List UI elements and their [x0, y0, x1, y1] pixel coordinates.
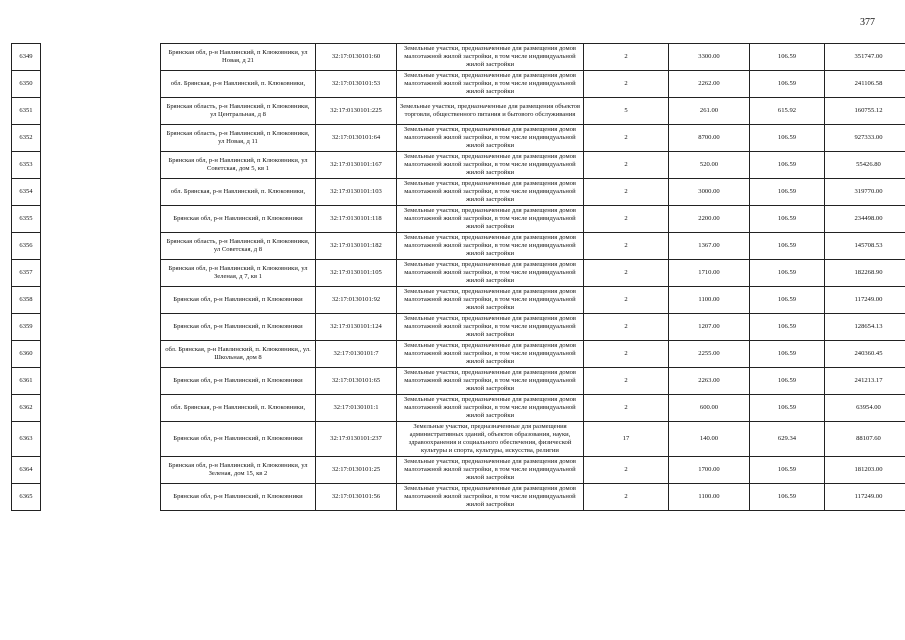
- use-group-code-cell: 2: [584, 457, 669, 484]
- empty-cell: [41, 260, 161, 287]
- land-cadastral-value-table: [11, 43, 905, 511]
- cadastral-number-cell: 32:17:0130101:118: [316, 206, 397, 233]
- cadastral-value-cell: 145708.53: [825, 233, 905, 260]
- area-cell: 1207.00: [669, 314, 750, 341]
- table-row: [12, 98, 905, 125]
- row-number-cell: 6350: [12, 71, 41, 98]
- cadastral-value-cell: 234498.00: [825, 206, 905, 233]
- empty-cell: [41, 368, 161, 395]
- area-cell: 1710.00: [669, 260, 750, 287]
- empty-cell: [41, 233, 161, 260]
- address-cell: Брянская обл, р-н Навлинский, п Клюковники: [161, 422, 316, 457]
- address-cell: Брянская обл, р-н Навлинский, п Клюковники, ул Советская, дом 5, кв 1: [161, 152, 316, 179]
- use-group-code-cell: 17: [584, 422, 669, 457]
- cadastral-number-cell: 32:17:0130101:92: [316, 287, 397, 314]
- row-number-cell: 6355: [12, 206, 41, 233]
- table-row: [12, 368, 905, 395]
- empty-cell: [41, 422, 161, 457]
- table-row: [12, 341, 905, 368]
- empty-cell: [41, 125, 161, 152]
- use-group-code-cell: 2: [584, 71, 669, 98]
- permitted-use-cell: Земельные участки, предназначенные для размещения домов малоэтажной жилой застройки, в том числе индивидуальной жилой застройки: [397, 314, 584, 341]
- area-cell: 261.00: [669, 98, 750, 125]
- use-group-code-cell: 2: [584, 314, 669, 341]
- table-row: [12, 457, 905, 484]
- permitted-use-cell: Земельные участки, предназначенные для размещения домов малоэтажной жилой застройки, в том числе индивидуальной жилой застройки: [397, 152, 584, 179]
- address-cell: Брянская область, р-н Навлинский, п Клюковники, ул Советская, д 8: [161, 233, 316, 260]
- area-cell: 2262.00: [669, 71, 750, 98]
- permitted-use-cell: Земельные участки, предназначенные для размещения домов малоэтажной жилой застройки, в том числе индивидуальной жилой застройки: [397, 206, 584, 233]
- row-number-cell: 6364: [12, 457, 41, 484]
- specific-value-cell: 615.92: [750, 98, 825, 125]
- use-group-code-cell: 5: [584, 98, 669, 125]
- address-cell: Брянская обл, р-н Навлинский, п Клюковники: [161, 484, 316, 511]
- use-group-code-cell: 2: [584, 152, 669, 179]
- specific-value-cell: 106.59: [750, 341, 825, 368]
- use-group-code-cell: 2: [584, 341, 669, 368]
- permitted-use-cell: Земельные участки, предназначенные для размещения домов малоэтажной жилой застройки, в том числе индивидуальной жилой застройки: [397, 395, 584, 422]
- permitted-use-cell: Земельные участки, предназначенные для размещения домов малоэтажной жилой застройки, в том числе индивидуальной жилой застройки: [397, 287, 584, 314]
- area-cell: 8700.00: [669, 125, 750, 152]
- address-cell: Брянская обл, р-н Навлинский, п Клюковники: [161, 314, 316, 341]
- area-cell: 1100.00: [669, 484, 750, 511]
- address-cell: обл. Брянская, р-н Навлинский, п. Клюковники,: [161, 179, 316, 206]
- permitted-use-cell: Земельные участки, предназначенные для размещения домов малоэтажной жилой застройки, в том числе индивидуальной жилой застройки: [397, 71, 584, 98]
- empty-cell: [41, 152, 161, 179]
- use-group-code-cell: 2: [584, 233, 669, 260]
- cadastral-number-cell: 32:17:0130101:225: [316, 98, 397, 125]
- row-number-cell: 6352: [12, 125, 41, 152]
- empty-cell: [41, 71, 161, 98]
- table-row: [12, 287, 905, 314]
- row-number-cell: 6356: [12, 233, 41, 260]
- cadastral-value-cell: 351747.00: [825, 44, 905, 71]
- specific-value-cell: 106.59: [750, 233, 825, 260]
- specific-value-cell: 106.59: [750, 179, 825, 206]
- cadastral-value-cell: 117249.00: [825, 287, 905, 314]
- row-number-cell: 6365: [12, 484, 41, 511]
- row-number-cell: 6353: [12, 152, 41, 179]
- table-row: [12, 395, 905, 422]
- area-cell: 1367.00: [669, 233, 750, 260]
- table-row: [12, 71, 905, 98]
- cadastral-number-cell: 32:17:0130101:60: [316, 44, 397, 71]
- permitted-use-cell: Земельные участки, предназначенные для размещения домов малоэтажной жилой застройки, в том числе индивидуальной жилой застройки: [397, 368, 584, 395]
- address-cell: обл. Брянская, р-н Навлинский, п. Клюковники,: [161, 71, 316, 98]
- address-cell: Брянская обл, р-н Навлинский, п Клюковники: [161, 368, 316, 395]
- cadastral-number-cell: 32:17:0130101:7: [316, 341, 397, 368]
- cadastral-value-cell: 117249.00: [825, 484, 905, 511]
- empty-cell: [41, 484, 161, 511]
- permitted-use-cell: Земельные участки, предназначенные для размещения административных зданий, объектов образования, науки, здравоохранения и социального обеспечения, физической культуры и спорта, культуры, искусства, религии: [397, 422, 584, 457]
- cadastral-value-cell: 319770.00: [825, 179, 905, 206]
- use-group-code-cell: 2: [584, 206, 669, 233]
- area-cell: 2263.00: [669, 368, 750, 395]
- cadastral-number-cell: 32:17:0130101:56: [316, 484, 397, 511]
- cadastral-value-cell: 55426.80: [825, 152, 905, 179]
- permitted-use-cell: Земельные участки, предназначенные для размещения домов малоэтажной жилой застройки, в том числе индивидуальной жилой застройки: [397, 341, 584, 368]
- use-group-code-cell: 2: [584, 484, 669, 511]
- cadastral-number-cell: 32:17:0130101:105: [316, 260, 397, 287]
- area-cell: 3300.00: [669, 44, 750, 71]
- row-number-cell: 6349: [12, 44, 41, 71]
- row-number-cell: 6354: [12, 179, 41, 206]
- row-number-cell: 6351: [12, 98, 41, 125]
- permitted-use-cell: Земельные участки, предназначенные для размещения домов малоэтажной жилой застройки, в том числе индивидуальной жилой застройки: [397, 260, 584, 287]
- cadastral-value-cell: 160755.12: [825, 98, 905, 125]
- cadastral-value-cell: 182268.90: [825, 260, 905, 287]
- table-row: [12, 206, 905, 233]
- empty-cell: [41, 179, 161, 206]
- row-number-cell: 6357: [12, 260, 41, 287]
- area-cell: 140.00: [669, 422, 750, 457]
- permitted-use-cell: Земельные участки, предназначенные для размещения домов малоэтажной жилой застройки, в том числе индивидуальной жилой застройки: [397, 457, 584, 484]
- table-row: [12, 152, 905, 179]
- permitted-use-cell: Земельные участки, предназначенные для размещения объектов торговли, общественного питания и бытового обслуживания: [397, 98, 584, 125]
- specific-value-cell: 106.59: [750, 395, 825, 422]
- permitted-use-cell: Земельные участки, предназначенные для размещения домов малоэтажной жилой застройки, в том числе индивидуальной жилой застройки: [397, 484, 584, 511]
- use-group-code-cell: 2: [584, 368, 669, 395]
- table-row: [12, 125, 905, 152]
- permitted-use-cell: Земельные участки, предназначенные для размещения домов малоэтажной жилой застройки, в том числе индивидуальной жилой застройки: [397, 233, 584, 260]
- empty-cell: [41, 98, 161, 125]
- empty-cell: [41, 314, 161, 341]
- permitted-use-cell: Земельные участки, предназначенные для размещения домов малоэтажной жилой застройки, в том числе индивидуальной жилой застройки: [397, 179, 584, 206]
- cadastral-number-cell: 32:17:0130101:64: [316, 125, 397, 152]
- row-number-cell: 6363: [12, 422, 41, 457]
- empty-cell: [41, 395, 161, 422]
- specific-value-cell: 106.59: [750, 206, 825, 233]
- empty-cell: [41, 457, 161, 484]
- use-group-code-cell: 2: [584, 44, 669, 71]
- use-group-code-cell: 2: [584, 395, 669, 422]
- cadastral-number-cell: 32:17:0130101:182: [316, 233, 397, 260]
- specific-value-cell: 106.59: [750, 44, 825, 71]
- address-cell: Брянская обл, р-н Навлинский, п Клюковники: [161, 206, 316, 233]
- table-row: [12, 422, 905, 457]
- table-row: [12, 484, 905, 511]
- specific-value-cell: 106.59: [750, 314, 825, 341]
- cadastral-number-cell: 32:17:0130101:1: [316, 395, 397, 422]
- specific-value-cell: 106.59: [750, 457, 825, 484]
- specific-value-cell: 106.59: [750, 484, 825, 511]
- cadastral-value-cell: 128654.13: [825, 314, 905, 341]
- use-group-code-cell: 2: [584, 287, 669, 314]
- address-cell: обл. Брянская, р-н Навлинский, п. Клюковники,: [161, 395, 316, 422]
- empty-cell: [41, 206, 161, 233]
- area-cell: 3000.00: [669, 179, 750, 206]
- use-group-code-cell: 2: [584, 260, 669, 287]
- cadastral-number-cell: 32:17:0130101:167: [316, 152, 397, 179]
- cadastral-value-cell: 927333.00: [825, 125, 905, 152]
- area-cell: 600.00: [669, 395, 750, 422]
- address-cell: Брянская обл, р-н Навлинский, п Клюковники, ул Зеленая, д 7, кв 1: [161, 260, 316, 287]
- cadastral-value-cell: 88107.60: [825, 422, 905, 457]
- area-cell: 1100.00: [669, 287, 750, 314]
- cadastral-value-cell: 181203.00: [825, 457, 905, 484]
- area-cell: 520.00: [669, 152, 750, 179]
- permitted-use-cell: Земельные участки, предназначенные для размещения домов малоэтажной жилой застройки, в том числе индивидуальной жилой застройки: [397, 125, 584, 152]
- cadastral-value-cell: 241213.17: [825, 368, 905, 395]
- cadastral-number-cell: 32:17:0130101:124: [316, 314, 397, 341]
- table-row: [12, 233, 905, 260]
- use-group-code-cell: 2: [584, 125, 669, 152]
- cadastral-number-cell: 32:17:0130101:25: [316, 457, 397, 484]
- specific-value-cell: 106.59: [750, 152, 825, 179]
- cadastral-number-cell: 32:17:0130101:237: [316, 422, 397, 457]
- empty-cell: [41, 287, 161, 314]
- cadastral-number-cell: 32:17:0130101:103: [316, 179, 397, 206]
- address-cell: Брянская область, р-н Навлинский, п Клюковники, ул Центральная, д 8: [161, 98, 316, 125]
- specific-value-cell: 106.59: [750, 71, 825, 98]
- empty-cell: [41, 341, 161, 368]
- row-number-cell: 6358: [12, 287, 41, 314]
- row-number-cell: 6359: [12, 314, 41, 341]
- specific-value-cell: 106.59: [750, 368, 825, 395]
- specific-value-cell: 106.59: [750, 125, 825, 152]
- specific-value-cell: 106.59: [750, 287, 825, 314]
- permitted-use-cell: Земельные участки, предназначенные для размещения домов малоэтажной жилой застройки, в том числе индивидуальной жилой застройки: [397, 44, 584, 71]
- area-cell: 2200.00: [669, 206, 750, 233]
- cadastral-value-cell: 63954.00: [825, 395, 905, 422]
- empty-cell: [41, 44, 161, 71]
- page-number: 377: [860, 17, 875, 28]
- row-number-cell: 6360: [12, 341, 41, 368]
- cadastral-number-cell: 32:17:0130101:53: [316, 71, 397, 98]
- specific-value-cell: 629.34: [750, 422, 825, 457]
- address-cell: Брянская область, р-н Навлинский, п Клюковники, ул Новая, д 11: [161, 125, 316, 152]
- specific-value-cell: 106.59: [750, 260, 825, 287]
- cadastral-value-cell: 241106.58: [825, 71, 905, 98]
- table-row: [12, 179, 905, 206]
- row-number-cell: 6362: [12, 395, 41, 422]
- cadastral-value-cell: 240360.45: [825, 341, 905, 368]
- table-body: [12, 44, 905, 511]
- address-cell: обл. Брянская, р-н Навлинский, п. Клюковники,, ул. Школьная, дом 8: [161, 341, 316, 368]
- table-row: [12, 260, 905, 287]
- table-row: [12, 314, 905, 341]
- address-cell: Брянская обл, р-н Навлинский, п Клюковники, ул Новая, д 21: [161, 44, 316, 71]
- area-cell: 2255.00: [669, 341, 750, 368]
- use-group-code-cell: 2: [584, 179, 669, 206]
- address-cell: Брянская обл, р-н Навлинский, п Клюковники, ул Зеленая, дом 15, кв 2: [161, 457, 316, 484]
- area-cell: 1700.00: [669, 457, 750, 484]
- row-number-cell: 6361: [12, 368, 41, 395]
- address-cell: Брянская обл, р-н Навлинский, п Клюковники: [161, 287, 316, 314]
- cadastral-number-cell: 32:17:0130101:65: [316, 368, 397, 395]
- table-row: [12, 44, 905, 71]
